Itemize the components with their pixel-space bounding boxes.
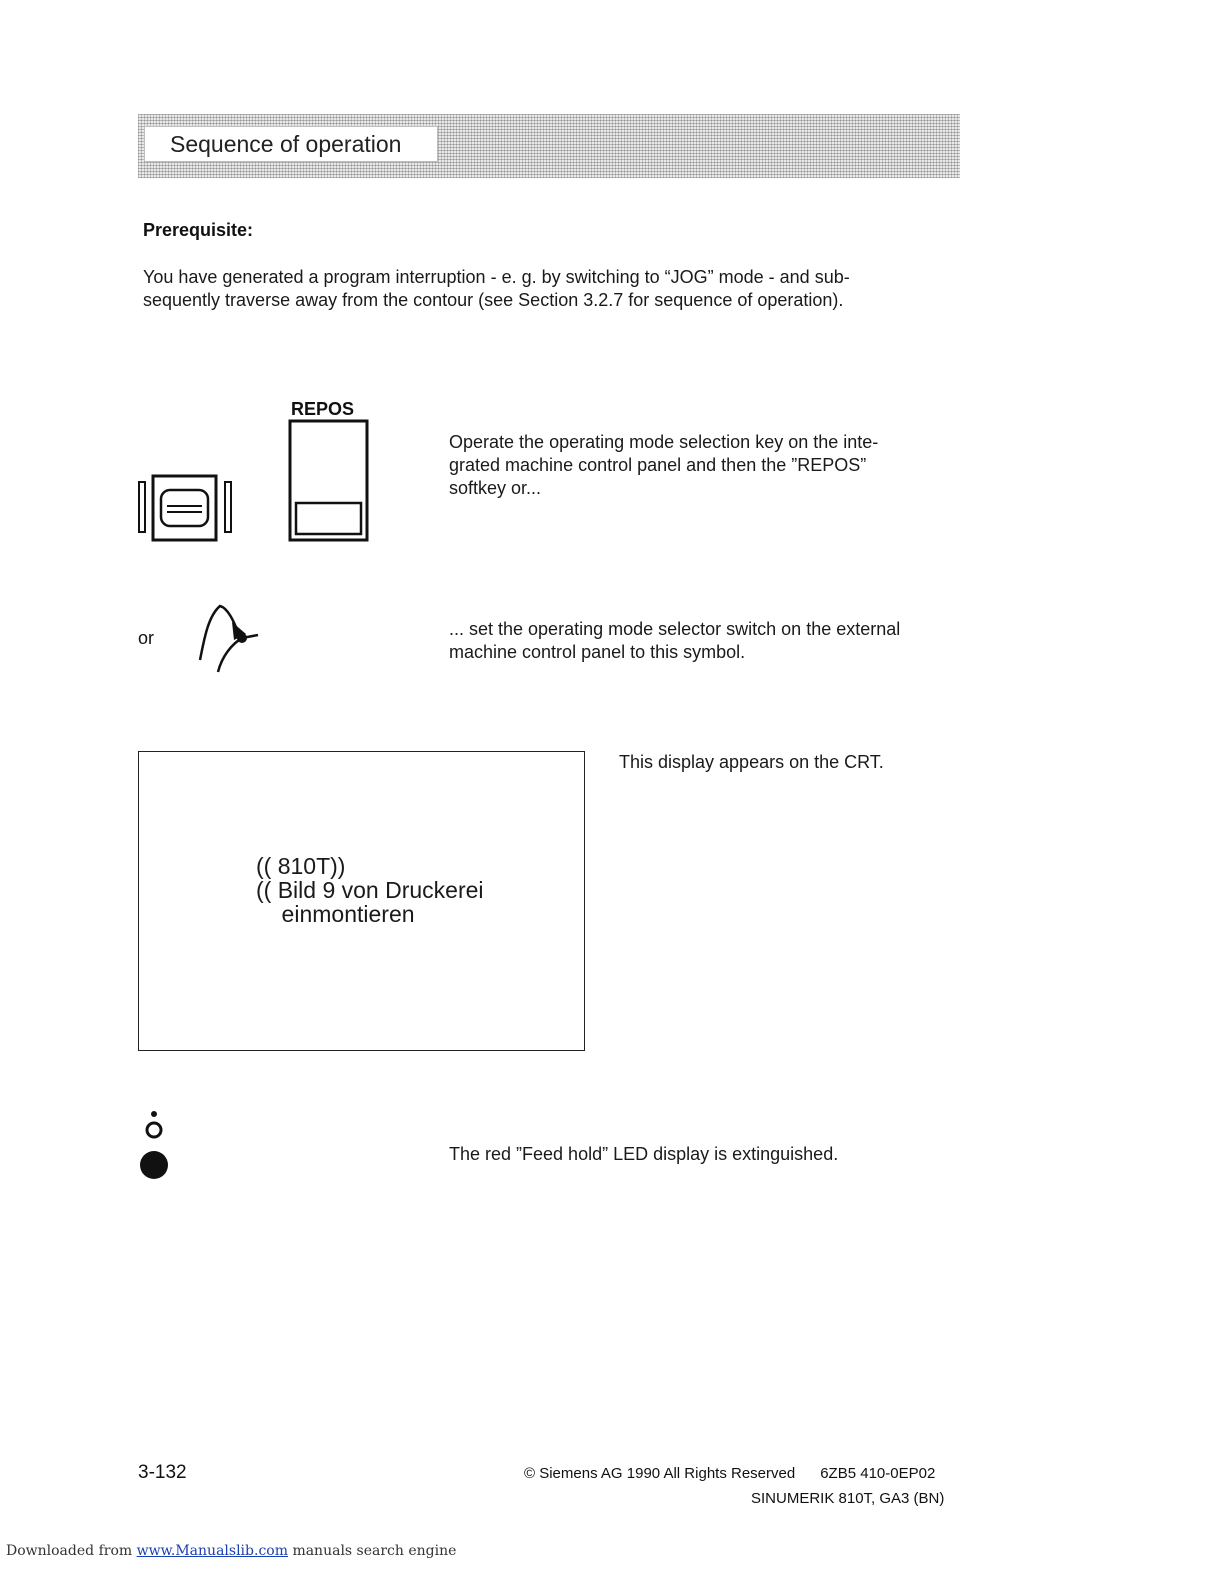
copyright-line — [524, 1465, 935, 1482]
repos-key-label: REPOS — [291, 399, 355, 419]
feed-hold-led-icon — [138, 1110, 172, 1182]
crt-placeholder-line-1: (( 810T)) — [256, 853, 346, 879]
crt-placeholder-text — [256, 854, 484, 926]
mode-selection-key-icon — [136, 472, 236, 544]
step1-line-2: grated machine control panel and then the ”REPOS” — [449, 455, 867, 475]
prerequisite-line-1: You have generated a program interruption - e. g. by switching to “JOG” mode - and sub- — [143, 267, 850, 287]
page-number: 3-132 — [138, 1462, 187, 1483]
step2-line-2: machine control panel to this symbol. — [449, 642, 746, 662]
prerequisite-heading: Prerequisite: — [143, 220, 254, 240]
step1-line-3: softkey or... — [449, 478, 542, 498]
prerequisite-line-2: sequently traverse away from the contour (see Section 3.2.7 for sequence of operation). — [143, 290, 844, 310]
led-description: The red ”Feed hold” LED display is extinguished. — [449, 1144, 839, 1164]
step1-line-1: Operate the operating mode selection key on the inte- — [449, 432, 879, 452]
download-banner — [6, 1543, 456, 1559]
step2-line-1: ... set the operating mode selector switch on the external — [449, 619, 901, 639]
prerequisite-text — [143, 266, 850, 312]
repos-softkey-icon — [288, 419, 370, 544]
crt-caption: This display appears on the CRT. — [619, 752, 884, 772]
manualslib-link[interactable]: www.Manualslib.com — [136, 1543, 288, 1559]
section-title: Sequence of operation — [144, 126, 438, 162]
step1-description — [449, 431, 878, 500]
order-number: 6ZB5 410-0EP02 — [820, 1465, 936, 1482]
download-prefix: Downloaded from — [6, 1543, 133, 1559]
product-series: SINUMERIK 810T, GA3 (BN) — [751, 1490, 945, 1507]
or-label: or — [138, 628, 155, 648]
step2-description — [449, 618, 900, 664]
crt-placeholder-line-2: (( Bild 9 von Druckerei — [256, 877, 484, 903]
copyright-text: © Siemens AG 1990 All Rights Reserved — [524, 1465, 796, 1482]
download-suffix: manuals search engine — [292, 1543, 457, 1559]
crt-placeholder-line-3: einmontieren — [256, 901, 415, 927]
repos-selector-symbol-icon — [192, 600, 264, 676]
